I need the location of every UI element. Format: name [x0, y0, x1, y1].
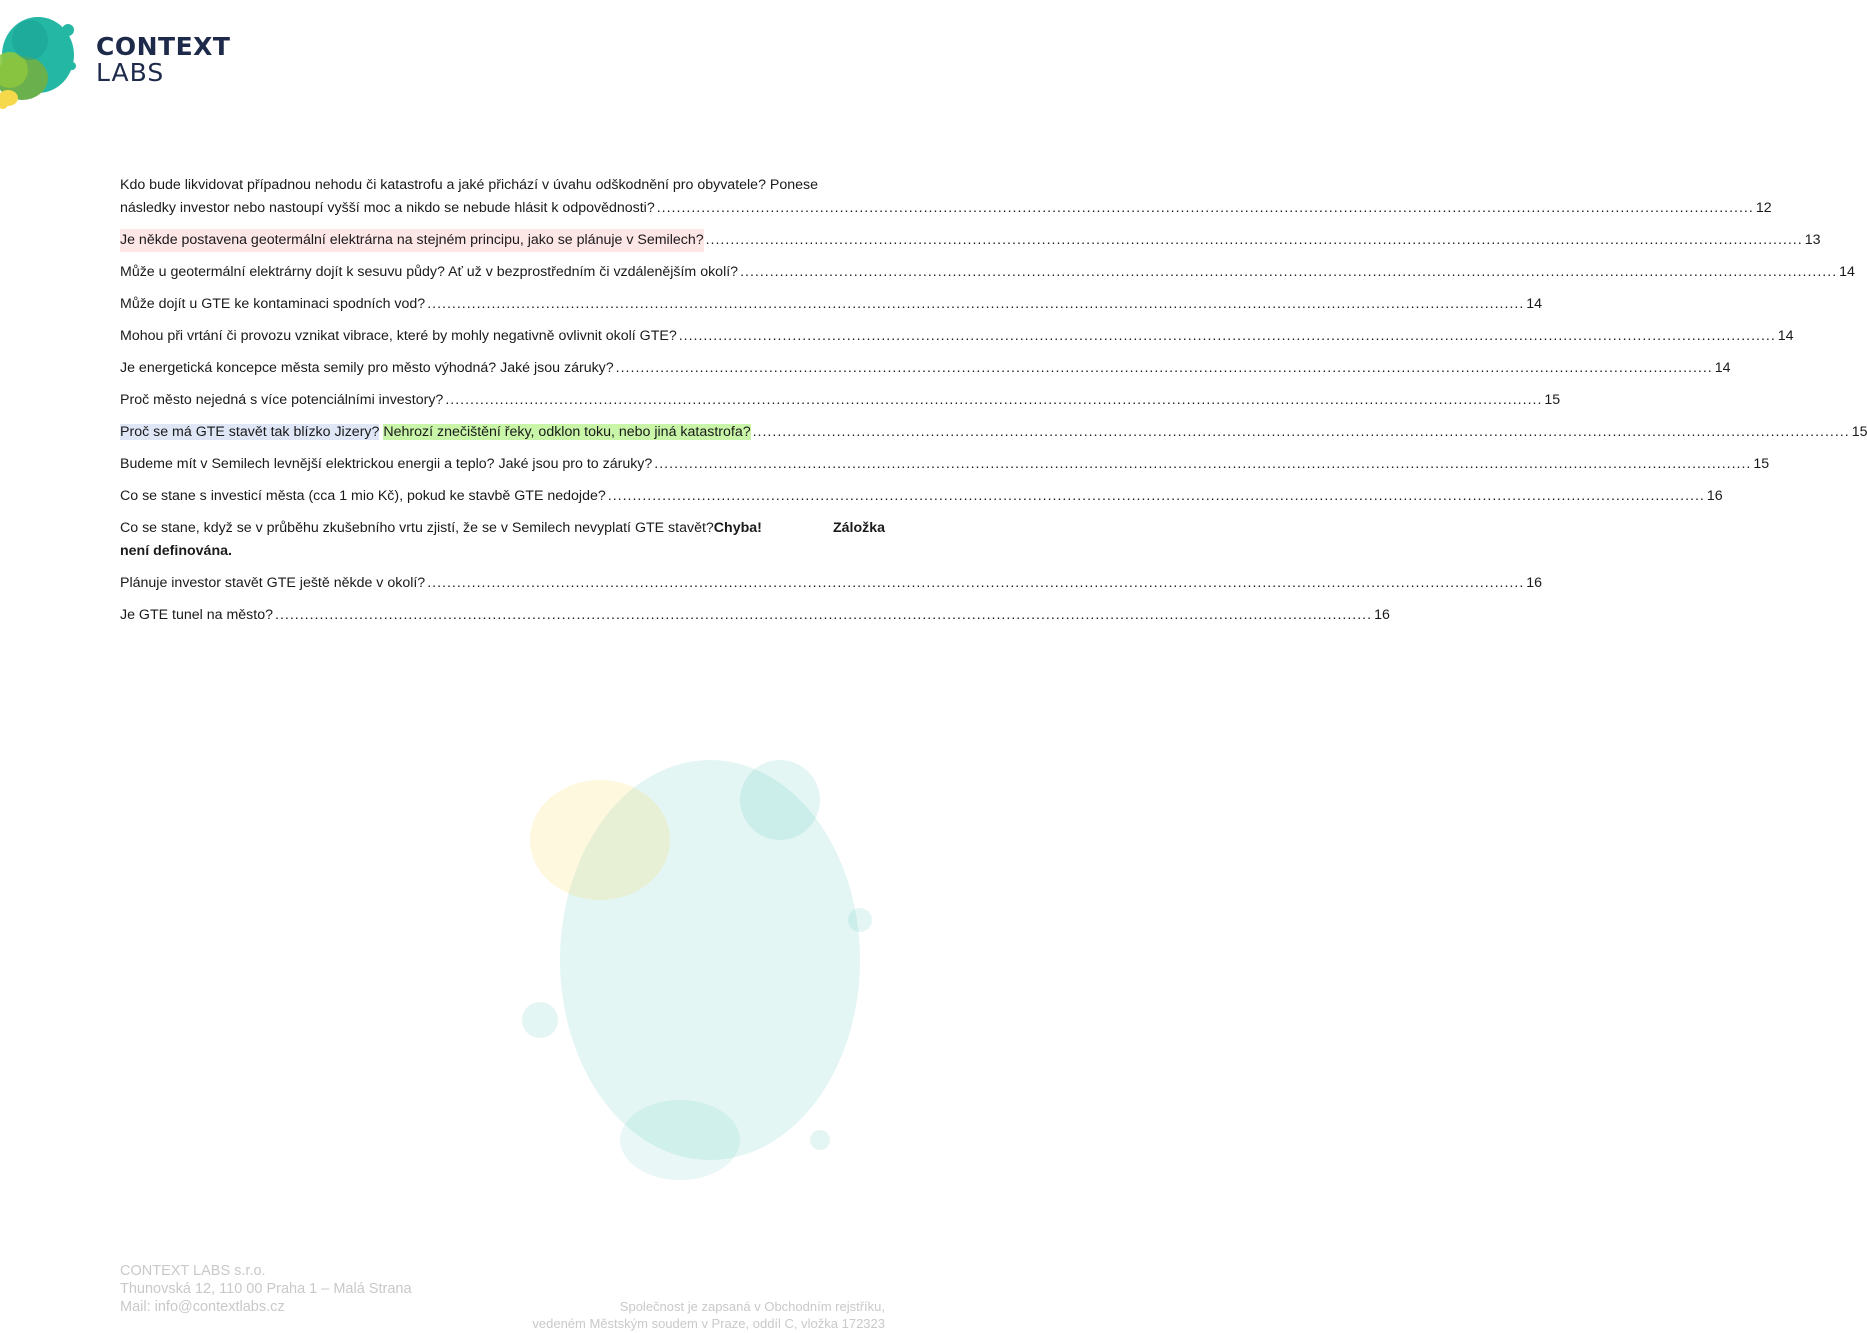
footer-company: CONTEXT LABS s.r.o.: [120, 1263, 266, 1279]
toc-page-number: 16: [1374, 607, 1390, 623]
logo-text-line1: CONTEXT: [96, 32, 231, 61]
toc-entry[interactable]: [120, 572, 1543, 595]
toc-entry-text: Budeme mít v Semilech levnější elektrickou energii a teplo? Jaké jsou pro to záruky?: [120, 456, 653, 472]
toc-page-number: 15: [1544, 392, 1561, 408]
toc-page-number: 13: [1804, 232, 1821, 248]
bookmark-error-text: Chyba!: [713, 520, 762, 536]
toc-entry[interactable]: [120, 357, 1731, 380]
toc-page-number: 14: [1839, 264, 1855, 280]
toc-entry[interactable]: [120, 325, 1794, 348]
toc-page-number: 16: [1706, 488, 1723, 504]
toc-leader-dots: ..............................................................................................................................................................................................................................: [275, 607, 1373, 623]
table-of-contents: [120, 174, 1867, 636]
bookmark-error-text-3: není definována.: [120, 543, 232, 559]
toc-entry-text: Co se stane s investicí města (cca 1 mio Kč), pokud ke stavbě GTE nedojde?: [120, 488, 606, 504]
toc-page-number: 16: [1526, 575, 1543, 591]
toc-leader-dots: ..............................................................................................................................................................................................................................: [445, 392, 1543, 408]
toc-leader-dots: ..............................................................................................................................................................................................................................: [615, 360, 1713, 376]
toc-entry[interactable]: [120, 293, 1543, 316]
toc-entry-text: Proč město nejedná s více potenciálními investory?: [120, 392, 444, 408]
toc-leader-dots: ..............................................................................................................................................................................................................................: [654, 456, 1752, 472]
toc-page-number: 15: [1851, 424, 1867, 440]
footer-register-line1: Společnost je zapsaná v Obchodním rejstříku,: [619, 1299, 885, 1314]
toc-entry[interactable]: [120, 517, 885, 563]
toc-entry-text: Je energetická koncepce města semily pro město výhodná? Jaké jsou záruky?: [120, 360, 614, 376]
toc-entry-text: Je GTE tunel na město?: [120, 607, 273, 623]
toc-leader-dots: ..............................................................................................................................................................................................................................: [752, 424, 1850, 440]
toc-page-number: 14: [1714, 360, 1731, 376]
toc-entry-text-highlight: Nehrozí znečištění řeky, odklon toku, nebo jiná katastrofa?: [383, 424, 751, 440]
footer-address: Thunovská 12, 110 00 Praha 1 – Malá Strana: [120, 1281, 412, 1297]
toc-leader-dots: ..............................................................................................................................................................................................................................: [656, 200, 1754, 216]
toc-entry[interactable]: [120, 485, 1723, 508]
toc-entry[interactable]: [120, 261, 1855, 284]
footer-mail: Mail: info@contextlabs.cz: [120, 1299, 285, 1315]
toc-entry[interactable]: [120, 174, 1772, 220]
company-logo: [0, 0, 250, 110]
toc-page-number: 14: [1526, 296, 1543, 312]
toc-entry-text: Je někde postavena geotermální elektrárna na stejném principu, jako se plánuje v Semilech?: [120, 229, 704, 252]
toc-entry-text: Může u geotermální elektrárny dojít k sesuvu půdy? Ať už v bezprostředním či vzdálenějším okolí?: [120, 264, 739, 280]
bookmark-error-text-2: Záložka: [832, 520, 885, 536]
toc-entry[interactable]: [120, 604, 1390, 627]
toc-entry-text: Mohou při vrtání či provozu vznikat vibrace, které by mohly negativně ovlivnit okolí GTE?: [120, 328, 677, 344]
toc-entry-text-line2: následky investor nebo nastoupí vyšší moc a nikdo se nebude hlásit k odpovědnosti?: [120, 200, 655, 216]
toc-entry[interactable]: [120, 453, 1770, 476]
toc-page-number: 12: [1755, 200, 1772, 216]
toc-entry-text: Může dojít u GTE ke kontaminaci spodních vod?: [120, 296, 426, 312]
toc-leader-dots: ..............................................................................................................................................................................................................................: [427, 296, 1525, 312]
toc-leader-dots: ..............................................................................................................................................................................................................................: [607, 488, 1705, 504]
toc-entry-text: Proč se má GTE stavět tak blízko Jizery?: [120, 424, 380, 440]
toc-entry-text: Plánuje investor stavět GTE ještě někde v okolí?: [120, 575, 426, 591]
toc-leader-dots: ..............................................................................................................................................................................................................................: [427, 575, 1525, 591]
footer-register-line2: vedeném Městským soudem v Praze, oddíl C, vložka 172323: [532, 1316, 885, 1331]
toc-page-number: 15: [1753, 456, 1770, 472]
toc-leader-dots: ..............................................................................................................................................................................................................................: [678, 328, 1776, 344]
footer-contact: [120, 1262, 412, 1316]
toc-entry[interactable]: [120, 421, 1867, 444]
footer-register: [532, 1298, 885, 1332]
logo-splash-icon: [0, 0, 90, 110]
logo-text-line2: LABS: [96, 58, 165, 87]
toc-entry[interactable]: [120, 229, 1821, 252]
toc-entry-text: Co se stane, když se v průběhu zkušebního vrtu zjistí, že se v Semilech nevyplatí GTE stavět?: [120, 520, 714, 536]
background-splash-decoration: [480, 720, 900, 1200]
toc-page-number: 14: [1777, 328, 1794, 344]
toc-entry[interactable]: [120, 389, 1561, 412]
toc-leader-dots: ..............................................................................................................................................................................................................................: [705, 232, 1803, 248]
toc-leader-dots: ..............................................................................................................................................................................................................................: [740, 264, 1838, 280]
toc-entry-text: Kdo bude likvidovat případnou nehodu či katastrofu a jaké přichází v úvahu odškodnění pro obyvatele? Ponese: [120, 177, 819, 193]
